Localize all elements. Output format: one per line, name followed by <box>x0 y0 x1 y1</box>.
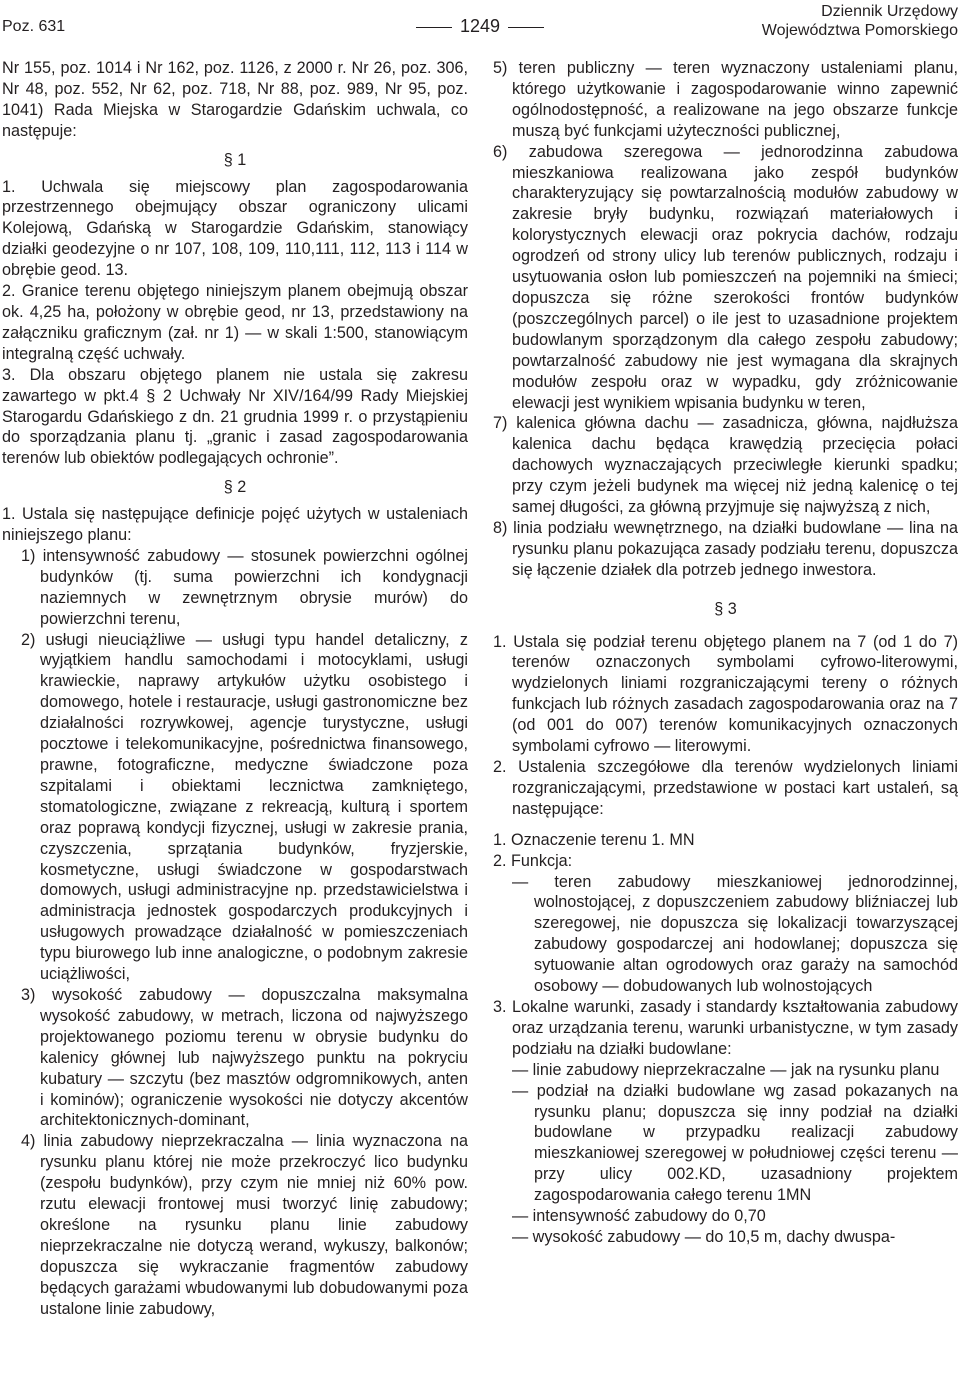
section-1-point-2: 2. Granice terenu objętego niniejszym planem obejmują obszar ok. 4,25 ha, położony w obrębie geod, nr 13, przedstawiony na załączniku graficznym (zał. nr 1) — w skali 1:500, stanowiącym integralną część uchwały. <box>2 282 468 363</box>
section-2-point-1: 1. Ustala się następujące definicje pojęć użytych w ustaleniach niniejszego planu: <box>2 505 468 545</box>
journal-title-line1: Dziennik Urzędowy <box>821 3 958 20</box>
definition-8: 8) linia podziału wewnętrznego, na działki budowlane — lina na rysunku planu pokazująca zasady podziału terenu, dopuszcza się łączenie działek dla potrzeb jednego inwestora. <box>493 518 958 579</box>
definition-7: 7) kalenica główna dachu — zasadnicza, główna, najdłuższa kalenica dachu będąca krawędzią przecięcia połaci dachowych wyznaczających przeciwległe kierunki spadku; przy czym jeżeli budynek ma więcej niż jedną kalenicę o tej samej długości, za główną przyjmuje się najwyższą z nich, <box>493 414 958 517</box>
intro-paragraph: Nr 155, poz. 1014 i Nr 162, poz. 1126, z 2000 r. Nr 26, poz. 306, Nr 48, poz. 552, Nr 62, poz. 718, Nr 88, poz. 989, Nr 95, poz. 1041) Rada Miejska w Starogardzie Gdańskim uchwala, co następuje: <box>2 59 468 140</box>
section-1-point-1: 1. Uchwala się miejscowy plan zagospodarowania przestrzennego obejmujący obszar ograniczony ulicami Kolejową, Gdańską w Starogardzie Gdańskim, stanowiący działki geodezyjne o nr 107, 108, 109, 110,111, 112, 113 i 114 w obrębie geod. 13. <box>2 177 468 280</box>
definition-3: 3) wysokość zabudowy — dopuszczalna maksymalna wysokość zabudowy, w metrach, liczona od najwyższego projektowanego poziomu terenu w obrysie budynku do kalenicy głównej lub najwyższego punktu na pokryciu kubatury — szczytu (bez masztów odgromnikowych, anten i kominów); ograniczenie wysokości nie dotyczy akcentów architektonicznych-dominant, <box>21 985 468 1130</box>
term-function-heading: 2. Funkcja: <box>493 851 573 870</box>
condition-item-4: — wysokość zabudowy — do 10,5 m, dachy dwuspa- <box>512 1227 896 1246</box>
definition-1: 1) intensywność zabudowy — stosunek powierzchni ogólnej budynków (tj. suma powierzchni ich kondygnacji naziemnych w zewnętrznym obrysie murów) do powierzchni terenu, <box>21 546 468 628</box>
term-area-designation: 1. Oznaczenie terenu 1. MN <box>493 830 695 849</box>
dash-right <box>508 27 544 28</box>
definition-4: 4) linia zabudowy nieprzekraczalna — linia wyznaczona na rysunku planu której nie może przekroczyć lico budynku (zespołu budynków), przy czym nie mniej niż 60% pow. rzutu elewacji frontowej musi tworzyć linię zabudowy; określone na rysunku planu linie zabudowy nieprzekraczalne nie dotyczą werand, wykuszy, balkonów; dopuszcza się wykraczanie fragmentów zabudowy będących garażami wbudowanymi lub dobudowanymi poza ustalone linie zabudowy, <box>21 1132 468 1318</box>
definition-6: 6) zabudowa szeregowa — jednorodzinna zabudowa mieszkaniowa realizowana jako zespół budynków charakteryzujący się powtarzalnością modułów zabudowy w zakresie bryły budynku, rozwiązań materiałowych i kolorystycznych elewacji oraz pokrycia dachów, rodzaju ogrodzeń od strony ulicy lub terenów publicznych, rodzaju i usytuowania osłon lub pomieszczeń na pojemniki na śmieci; dopuszcza się różne szerokości frontów budynków (poszczególnych parcel) o ile jest to uzasadnione projektem budowlanym sporządzonym dla całego zespołu zabudowy; powtarzalność zabudowy nie jest wymagana dla skrajnych modułów zespołu oraz w wypadku, gdy zróżnicowanie elewacji jest wynikiem wpisania budynku w teren, <box>493 142 958 412</box>
condition-item-1: — linie zabudowy nieprzekraczalne — jak na rysunku planu <box>512 1060 940 1079</box>
right-column <box>493 58 958 1248</box>
spacer <box>493 820 958 830</box>
section-1-point-3: 3. Dla obszaru objętego planem nie ustala się zakresu zawartego w pkt.4 § 2 Uchwały Nr XIV/164/99 Rady Miejskiej Starogardu Gdańskiego z dn. 21 grudnia 1999 r. o przystąpieniu do sporządzania planu tj. „granic i zasad zagospodarowania terenów lub obiektów podlegających ochronie”. <box>2 365 468 468</box>
term-local-conditions: 3. Lokalne warunki, zasady i standardy kształtowania zabudowy oraz urządzania terenu, warunki urbanistyczne, w tym zasady podziału na działki budowlane: <box>493 997 958 1058</box>
section-3-heading: § 3 <box>714 599 737 618</box>
section-3-point-1: 1. Ustala się podział terenu objętego planem na 7 (od 1 do 7) terenów oznaczonych symbolami cyfrowo-literowymi, wydzielonych liniami rozgraniczającymi tereny o różnych funkcjach lub różnych zasadach zagospodarowania oraz na 7 (od 001 do 007) terenów komunikacyjnych oznaczonych symbolami cyfrowo — literowymi. <box>493 632 958 756</box>
page-header <box>0 0 960 44</box>
section-2-heading: § 2 <box>223 478 247 497</box>
condition-item-3: — intensywność zabudowy do 0,70 <box>512 1207 766 1226</box>
condition-item-2: — podział na działki budowlane wg zasad pokazanych na rysunku planu; dopuszcza się inny podział na działki budowlane w przypadku realizacji zabudowy mieszkaniowej szeregowej w południowej części terenu — przy ulicy 002.KD, uzasadniony projektem zagospodarowania całego terenu 1MN <box>512 1081 958 1205</box>
section-3-point-2: 2. Ustalenia szczegółowe dla terenów wydzielonych liniami rozgraniczającymi, przedstawione w postaci kart ustaleń, są następujące: <box>493 758 958 818</box>
function-item-1: — teren zabudowy mieszkaniowej jednorodzinnej, wolnostojącej, z dopuszczeniem zabudowy bliźniaczej lub szeregowej, nie dopuszcza się lokalizacji towarzyszącej zabudowy gospodarczej ani hodowlanej; dopuszcza się sytuowanie altan ogrodowych oraz garaży na samochód osobowy — dobudowanych lub wolnostojących <box>512 872 958 996</box>
section-1-heading: § 1 <box>223 150 247 169</box>
definition-2: 2) usługi nieuciążliwe — usługi typu handel detaliczny, z wyjątkiem handlu samochodami i motocyklami, usługi krawieckie, naprawy artykułów użytku osobistego i domowego, hotele i restauracje, usługi gastronomiczne bez działalności rozrywkowej, agencje turystyczne, usługi pocztowe i telekomunikacyjne, pośrednictwa finansowego, prawne, fotograficzne, medyczne świadczone poza szpitalami i obiektami lecznictwa zamkniętego, stomatologiczne, związane z rekreacją, kulturą i sportem oraz poprawą kondycji fizycznej, usługi w zakresie prania, czyszczenia, sprzątania budynków, fryzjerskie, kosmetyczne, usługi świadczone w gospodarstwach domowych, usługi administracyjne np. przedstawicielstwa i administracja jednostek gospodarczych produkcyjnych i usługowych prowadzące działalność w pomieszczeniach typu biurowego lub inne analogiczne, o podobnym zakresie uciążliwości, <box>21 630 468 984</box>
page-number-text: 1249 <box>459 16 501 36</box>
journal-title <box>762 2 958 40</box>
position-number: Poz. 631 <box>2 18 66 35</box>
journal-title-line2: Województwa Pomorskiego <box>761 22 958 39</box>
dash-left <box>416 27 452 28</box>
definition-5: 5) teren publiczny — teren wyznaczony ustaleniami planu, którego użytkowanie i zagospodarowanie winno zapewnić ogólnodostępność, a realizowane na jego obszarze funkcje muszą być funkcjami użyteczności publicznej, <box>493 59 958 140</box>
left-column <box>2 58 468 1319</box>
